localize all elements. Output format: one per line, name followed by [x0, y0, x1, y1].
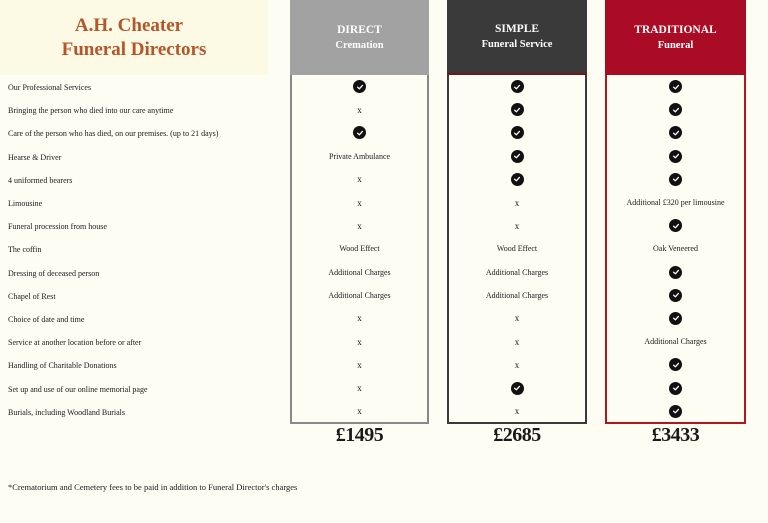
service-label: Service at another location before or after [8, 338, 142, 348]
not-included-mark: x [514, 197, 520, 208]
feature-text: Oak Veneered [653, 244, 698, 254]
feature-text: Additional £320 per limousine [626, 198, 725, 208]
feature-cell [449, 191, 585, 214]
feature-cell [292, 191, 427, 214]
service-label: Hearse & Driver [8, 152, 62, 162]
feature-cell [607, 376, 744, 399]
package-header [290, 0, 429, 75]
feature-cell [449, 353, 585, 376]
package-title: TRADITIONAL [634, 23, 717, 36]
feature-cell [607, 214, 744, 237]
checkmark-icon [669, 358, 682, 371]
feature-cell [607, 237, 744, 260]
feature-cell [292, 376, 427, 399]
feature-text: Additional Charges [328, 290, 391, 300]
checkmark-icon [669, 312, 682, 325]
feature-cell [607, 400, 744, 423]
not-included-mark: x [357, 104, 362, 115]
feature-text: Additional Charges [328, 267, 391, 277]
service-label: 4 uniformed bearers [8, 175, 73, 185]
not-included-mark: x [357, 313, 362, 324]
package-features [447, 75, 587, 424]
feature-cell [292, 261, 427, 284]
feature-cell [292, 145, 427, 168]
checkmark-icon [511, 150, 524, 163]
feature-cell [607, 168, 744, 191]
not-included-mark: x [357, 406, 362, 417]
service-label: The coffin [8, 245, 42, 255]
checkmark-icon [669, 80, 682, 93]
checkmark-icon [511, 103, 524, 116]
feature-cell [292, 121, 427, 144]
package-subtitle: Funeral Service [481, 38, 553, 50]
feature-text: Additional Charges [644, 337, 707, 347]
service-label: Set up and use of our online memorial page [8, 384, 148, 394]
feature-cell [449, 145, 585, 168]
feature-text: Wood Effect [339, 244, 380, 254]
feature-cell [607, 75, 744, 98]
footnote: *Crematorium and Cemetery fees to be paid in addition to Funeral Director's charges [8, 482, 298, 492]
service-label: Dressing of deceased person [8, 268, 100, 278]
feature-cell [292, 168, 427, 191]
feature-cell [449, 98, 585, 121]
package-header [605, 0, 746, 75]
checkmark-icon [669, 126, 682, 139]
checkmark-icon [669, 405, 682, 418]
feature-cell [449, 121, 585, 144]
not-included-mark: x [514, 359, 520, 370]
feature-cell [449, 284, 585, 307]
checkmark-icon [669, 266, 682, 279]
feature-cell [607, 284, 744, 307]
service-label: Limousine [8, 199, 43, 209]
feature-text: Private Ambulance [328, 151, 391, 161]
not-included-mark: x [514, 220, 520, 231]
checkmark-icon [511, 126, 524, 139]
checkmark-icon [511, 382, 524, 395]
price-direct: £1495 [335, 424, 384, 446]
feature-cell [292, 214, 427, 237]
feature-cell [607, 191, 744, 214]
brand-logo [0, 0, 268, 75]
service-labels [8, 76, 288, 424]
feature-cell [449, 168, 585, 191]
feature-cell [449, 214, 585, 237]
checkmark-icon [669, 289, 682, 302]
price-simple: £2685 [493, 424, 541, 446]
service-label: Burials, including Woodland Burials [8, 407, 125, 417]
not-included-mark: x [357, 174, 362, 185]
not-included-mark: x [514, 406, 520, 417]
service-label: Our Professional Services [8, 83, 92, 93]
not-included-mark: x [357, 336, 362, 347]
feature-cell [607, 98, 744, 121]
feature-cell [607, 307, 744, 330]
checkmark-icon [669, 150, 682, 163]
feature-text: Additional Charges [485, 267, 549, 277]
price-traditional: £3433 [651, 424, 700, 446]
not-included-mark: x [357, 220, 362, 231]
feature-cell [292, 330, 427, 353]
not-included-mark: x [357, 197, 362, 208]
feature-cell [607, 353, 744, 376]
package-subtitle: Cremation [335, 39, 384, 51]
not-included-mark: x [514, 336, 520, 347]
feature-cell [607, 261, 744, 284]
package-features [290, 75, 429, 424]
checkmark-icon [669, 382, 682, 395]
feature-cell [607, 121, 744, 144]
checkmark-icon [353, 126, 366, 139]
not-included-mark: x [514, 313, 520, 324]
package-features [605, 75, 746, 424]
service-label: Chapel of Rest [8, 291, 56, 301]
brand-subtitle: Funeral Directors [61, 38, 207, 60]
service-label: Care of the person who has died, on our premises. (up to 21 days) [8, 129, 219, 139]
feature-text: Wood Effect [496, 244, 538, 254]
brand-name: A.H. Cheater [74, 14, 184, 36]
checkmark-icon [511, 173, 524, 186]
checkmark-icon [353, 80, 366, 93]
feature-cell [449, 400, 585, 423]
feature-cell [449, 237, 585, 260]
feature-cell [292, 98, 427, 121]
service-label: Choice of date and time [8, 314, 85, 324]
checkmark-icon [669, 173, 682, 186]
service-label: Bringing the person who died into our care anytime [8, 106, 174, 116]
package-title: DIRECT [337, 23, 382, 36]
checkmark-icon [669, 103, 682, 116]
feature-cell [292, 237, 427, 260]
feature-cell [449, 261, 585, 284]
feature-cell [607, 330, 744, 353]
feature-cell [292, 307, 427, 330]
not-included-mark: x [357, 383, 362, 394]
feature-cell [292, 353, 427, 376]
feature-cell [449, 376, 585, 399]
package-column-traditional [605, 0, 746, 424]
not-included-mark: x [357, 359, 362, 370]
feature-cell [292, 75, 427, 98]
package-column-direct [290, 0, 429, 424]
service-label: Handling of Charitable Donations [8, 361, 117, 371]
package-subtitle: Funeral [657, 39, 694, 51]
package-header [447, 0, 587, 75]
feature-text: Additional Charges [485, 290, 549, 300]
feature-cell [449, 330, 585, 353]
checkmark-icon [511, 80, 524, 93]
package-column-simple [447, 0, 587, 424]
feature-cell [292, 284, 427, 307]
feature-cell [449, 75, 585, 98]
feature-cell [292, 400, 427, 423]
package-title: SIMPLE [494, 22, 540, 35]
feature-cell [449, 307, 585, 330]
service-label: Funeral procession from house [8, 222, 107, 232]
feature-cell [607, 145, 744, 168]
checkmark-icon [669, 219, 682, 232]
